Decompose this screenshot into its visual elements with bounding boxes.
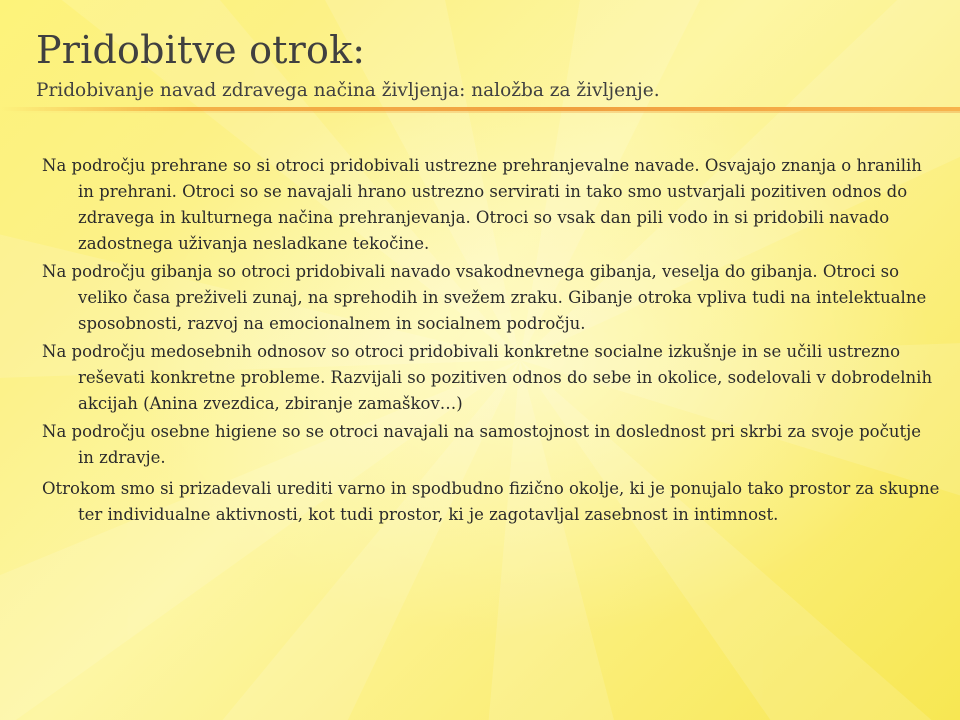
paragraph-hygiene: Na področju osebne higiene so se otroci navajali na samostojnost in doslednost pri skrbi za svoje počutje in zdravje.	[42, 422, 921, 467]
paragraph-relationships: Na področju medosebnih odnosov so otroci pridobivali konkretne socialne izkušnje in se učili ustrezno reševati konkretne probleme. Razvijali so pozitiven odnos do sebe in okolice, sodelovali v dobrodelnih akcijah (Anina zvezdica, zbiranje zamaškov…)	[42, 342, 933, 413]
paragraph-environment: Otrokom smo si prizadevali urediti varno in spodbudno fizično okolje, ki je ponujalo tako prostor za skupne ter individualne aktivnosti, kot tudi prostor, ki je zagotavljal zasebnost in intimnost.	[42, 479, 940, 524]
content-list	[42, 153, 942, 530]
paragraph-nutrition: Na področju prehrane so si otroci pridobivali ustrezne prehranjevalne navade. Osvajajo znanja o hranilih in prehrani. Otroci so se navajali hrano ustrezno servirati in tako smo ustvarjali pozitiven odnos do zdravega in kulturnega načina prehranjevanja. Otroci so vsak dan pili vodo in si pridobili navado zadostnega uživanja nesladkane tekočine.	[42, 156, 922, 253]
paragraph-movement: Na področju gibanja so otroci pridobivali navado vsakodnevnega gibanja, veselja do gibanja. Otroci so veliko časa preživeli zunaj, na sprehodih in svežem zraku. Gibanje otroka vpliva tudi na intelektualne sposobnosti, razvoj na emocionalnem in socialnem področju.	[42, 262, 927, 333]
title-divider-shadow	[0, 111, 960, 113]
slide-subtitle: Pridobivanje navad zdravega načina življenja: naložba za življenje.	[36, 80, 660, 101]
slide-title: Pridobitve otrok:	[36, 28, 366, 72]
